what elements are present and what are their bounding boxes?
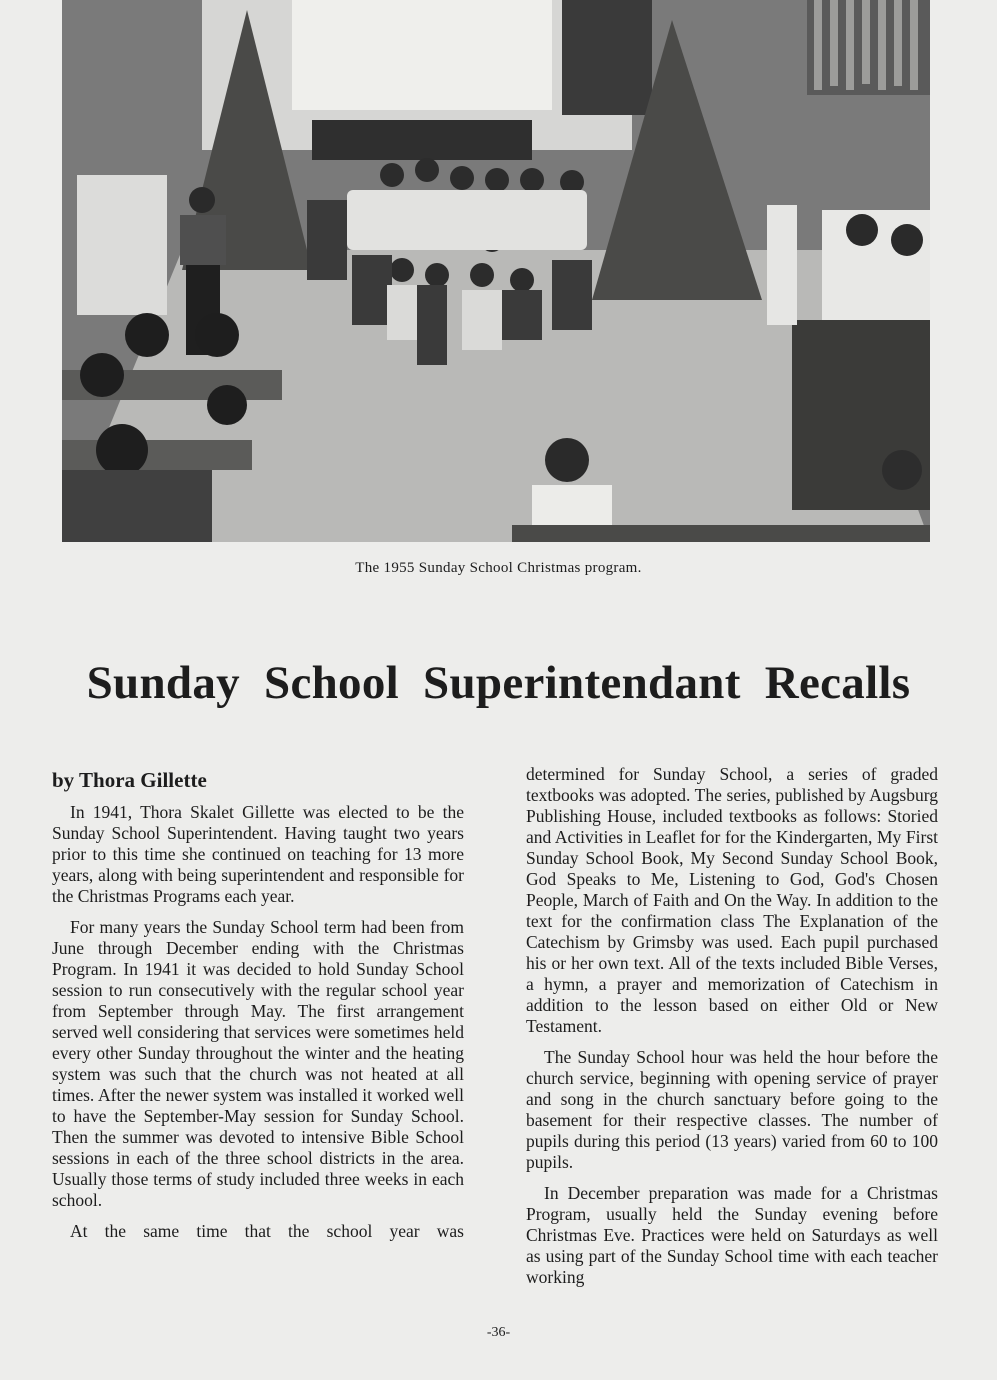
paragraph: The Sunday School hour was held the hour before the church service, beginning with opening service of prayer and song in the church sanctuary before going to the basement for their respective classes. The number of pupils during this period (13 years) varied from 60 to 100 pupils. bbox=[526, 1047, 938, 1172]
paragraph: In December preparation was made for a Christmas Program, usually held the Sunday evening before Christmas Eve. Practices were held on Saturdays as well as using part of the Sunday School time with each teacher working bbox=[526, 1183, 938, 1287]
christmas-program-photo bbox=[62, 0, 930, 542]
photo-caption: The 1955 Sunday School Christmas program. bbox=[355, 560, 642, 576]
page-number: -36- bbox=[486, 1325, 511, 1340]
paragraph: determined for Sunday School, a series of graded textbooks was adopted. The series, published by Augsburg Publishing House, included textbooks as follows: Storied and Activities in Leaflet for for the Kindergarten, My First Sunday School Book, My Second Sunday School Book, God Speaks to Me, Listening to God, God's Chosen People, March of Faith and On the Way. In addition to the text for the confirmation class The Explanation of the Catechism by Grimsby was used. Each pupil purchased his or her own text. All of the texts included Bible Verses, a hymn, a prayer and memorization of Catechism in addition to the lesson based on either Old or New Testament. bbox=[526, 764, 938, 1036]
article-title: Sunday School Superintendant Recalls bbox=[86, 657, 911, 709]
article-byline: by Thora Gillette bbox=[52, 768, 207, 792]
paragraph: At the same time that the school year was bbox=[70, 1221, 464, 1241]
left-column bbox=[52, 764, 464, 1252]
paragraph: In 1941, Thora Skalet Gillette was elected to be the Sunday School Superintendent. Having taught two years prior to this time she continued on teaching for 13 more years, along with being superintendent and responsible for the Christmas Programs each year. bbox=[52, 802, 464, 906]
photo-illustration bbox=[62, 0, 930, 542]
paragraph: For many years the Sunday School term had been from June through December ending with the Christmas Program. In 1941 it was decided to hold Sunday School session to run consecutively with the regular school year from September through May. The first arrangement served well considering that services were sometimes held every other Sunday throughout the winter and the heating system was such that the church was not heated at all times. After the newer system was installed it worked well to have the September-May session for Sunday School. Then the summer was devoted to intensive Bible School sessions in each of the three school districts in the area. Usually those terms of study included three weeks in each school. bbox=[52, 917, 464, 1210]
right-column bbox=[526, 764, 938, 1298]
